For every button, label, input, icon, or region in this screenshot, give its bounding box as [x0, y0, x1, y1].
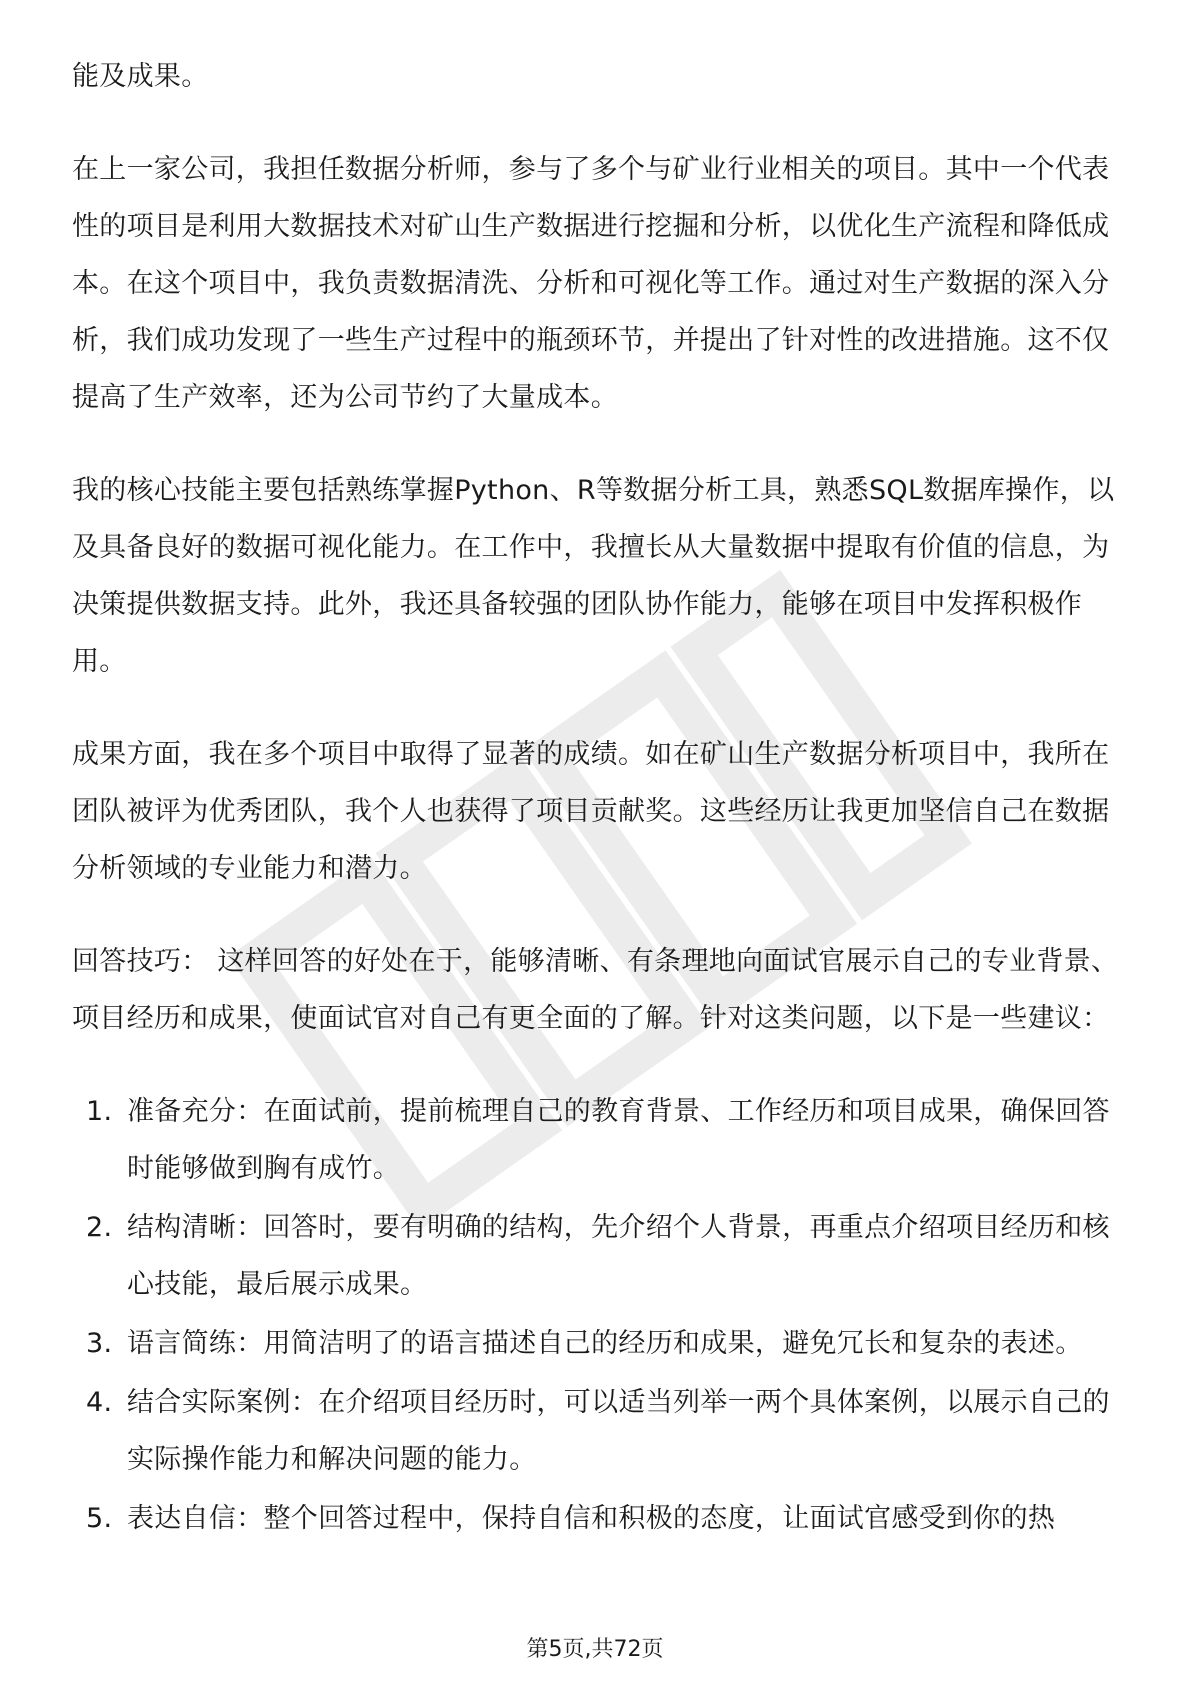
list-item-text: 表达自信：整个回答过程中，保持自信和积极的态度，让面试官感受到你的热 [127, 1503, 1056, 1534]
paragraph-answer-tips: 回答技巧： 这样回答的好处在于，能够清晰、有条理地向面试官展示自己的专业背景、项目经历和成果，使面试官对自己有更全面的了解。针对这类问题，以下是一些建议： [72, 946, 1119, 1034]
list-item [72, 1374, 1122, 1488]
list-item-text: 准备充分：在面试前，提前梳理自己的教育背景、工作经历和项目成果，确保回答时能够做到胸有成竹。 [127, 1096, 1110, 1184]
tips-list [72, 1083, 1122, 1547]
paragraph-achievements: 成果方面，我在多个项目中取得了显著的成绩。如在矿山生产数据分析项目中，我所在团队被评为优秀团队，我个人也获得了项目贡献奖。这些经历让我更加坚信自己在数据分析领域的专业能力和潜力。 [72, 739, 1110, 884]
list-number: 4. [86, 1387, 113, 1418]
list-item-text: 语言简练：用简洁明了的语言描述自己的经历和成果，避免冗长和复杂的表述。 [127, 1328, 1083, 1359]
list-item [72, 1083, 1122, 1197]
list-number: 5. [86, 1503, 113, 1534]
page-number-footer: 第5页,共72页 [526, 1637, 664, 1662]
list-item [72, 1315, 1122, 1372]
paragraph-previous-job: 在上一家公司，我担任数据分析师，参与了多个与矿业行业相关的项目。其中一个代表性的项目是利用大数据技术对矿山生产数据进行挖掘和分析，以优化生产流程和降低成本。在这个项目中，我负责数据清洗、分析和可视化等工作。通过对生产数据的深入分析，我们成功发现了一些生产过程中的瓶颈环节，并提出了针对性的改进措施。这不仅提高了生产效率，还为公司节约了大量成本。 [72, 154, 1110, 413]
document-body [72, 48, 1122, 1549]
list-number: 1. [86, 1096, 113, 1127]
list-item-text: 结构清晰：回答时，要有明确的结构，先介绍个人背景，再重点介绍项目经历和核心技能，最后展示成果。 [127, 1212, 1110, 1300]
list-item [72, 1199, 1122, 1313]
paragraph-intro-tail: 能及成果。 [72, 61, 209, 92]
list-number: 2. [86, 1212, 113, 1243]
list-number: 3. [86, 1328, 113, 1359]
paragraph-core-skills: 我的核心技能主要包括熟练掌握Python、R等数据分析工具，熟悉SQL数据库操作，以及具备良好的数据可视化能力。在工作中，我擅长从大量数据中提取有价值的信息，为决策提供数据支持。此外，我还具备较强的团队协作能力，能够在项目中发挥积极作用。 [72, 475, 1115, 677]
list-item [72, 1490, 1122, 1547]
list-item-text: 结合实际案例：在介绍项目经历时，可以适当列举一两个具体案例，以展示自己的实际操作能力和解决问题的能力。 [127, 1387, 1110, 1475]
